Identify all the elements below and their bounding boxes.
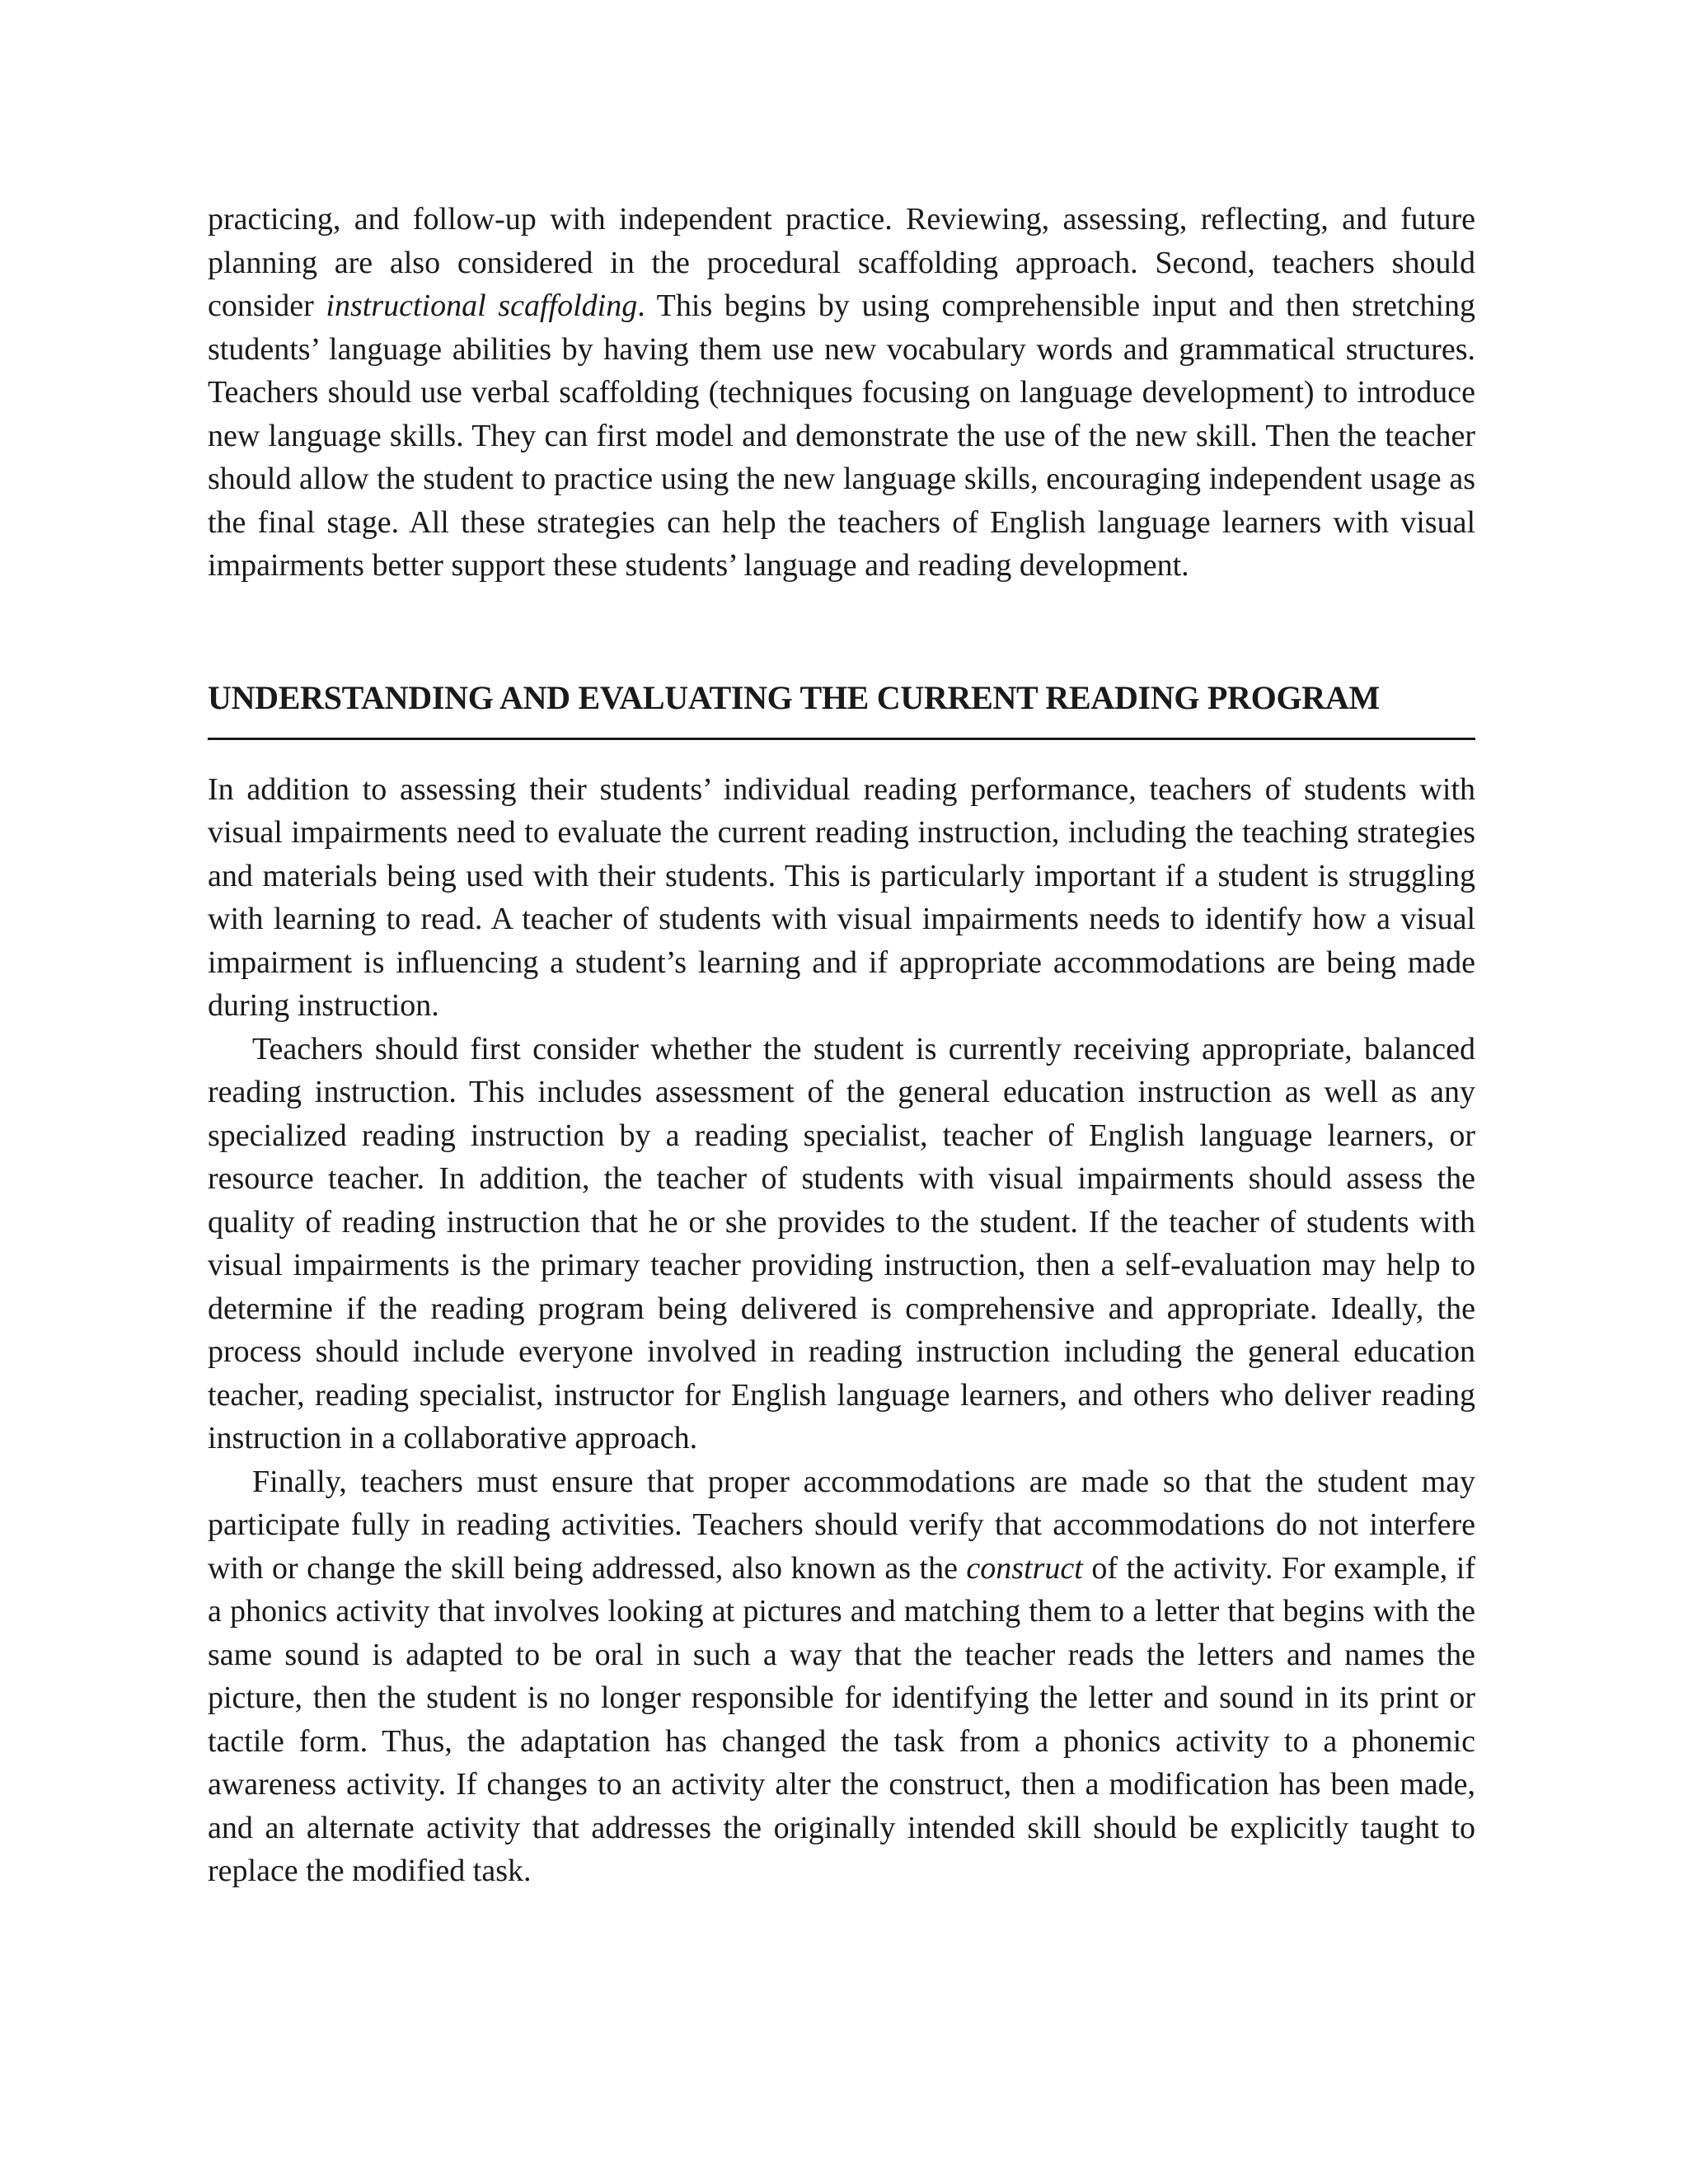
intro-paragraph	[208, 198, 1475, 588]
section-body	[208, 768, 1475, 1893]
intro-text-end: . This begins by using comprehensible input and then stretching students’ language abilities by having them use new vocabulary words and grammatical structures. Teachers should use verbal scaffolding (techniques focusing on language development) to introduce new language skills. They can first model and demonstrate the use of the new skill. Then the teacher should allow the student to practice using the new language skills, encouraging independent usage as the final stage. All these strategies can help the teachers of English language learners with visual impairments better support these students’ language and reading development.	[208, 288, 1475, 583]
document-page	[208, 198, 1475, 1893]
intro-emphasis: instructional scaffolding	[326, 288, 638, 323]
section-paragraph-1: In addition to assessing their students’ individual reading performance, teachers of students with visual impairments need to evaluate the current reading instruction, including the teaching strategies and materials being used with their students. This is particularly important if a student is struggling with learning to read. A teacher of students with visual impairments needs to identify how a visual impairment is influencing a student’s learning and if appropriate accommodations are being made during instruction.	[208, 771, 1475, 1023]
section-paragraph-2: Teachers should first consider whether the student is currently receiving appropriate, balanced reading instruction. This includes assessment of the general education instruction as well as any specialized reading instruction by a reading specialist, teacher of English language learners, or resource teacher. In addition, the teacher of students with visual impairments should assess the quality of reading instruction that he or she provides to the student. If the teacher of students with visual impairments is the primary teacher providing instruction, then a self-evaluation may help to determine if the reading program being delivered is comprehensive and appropriate. Ideally, the process should include everyone involved in reading instruction including the general education teacher, reading specialist, instructor for English language learners, and others who deliver reading instruction in a collaborative approach.	[208, 1031, 1475, 1455]
paragraph-3-text-end: of the activity. For example, if a phonics activity that involves looking at pictures and matching them to a letter that begins with the same sound is adapted to be oral in such a way that the teacher reads the letters and names the picture, then the student is no longer responsible for identifying the letter and sound in its print or tactile form. Thus, the adaptation has changed the task from a phonics activity to a phonemic awareness activity. If changes to an activity alter the construct, then a modification has been made, and an alternate activity that addresses the originally intended skill should be explicitly taught to replace the modified task.	[208, 1550, 1475, 1888]
intro-text-start: practicing, and follow-up with independent practice. Reviewing, assessing, reflecting, and future planning are also considered in the procedural scaffolding approach. Second, teachers should consider	[208, 202, 1475, 323]
heading-rule	[208, 738, 1475, 740]
section-paragraph-3	[208, 1460, 1475, 1893]
section-heading: UNDERSTANDING AND EVALUATING THE CURRENT READING PROGRAM	[208, 678, 1380, 716]
paragraph-3-emphasis: construct	[966, 1550, 1083, 1586]
paragraph-3-text-start: Finally, teachers must ensure that proper accommodations are made so that the student may participate fully in reading activities. Teachers should verify that accommodations do not interfere with or change the skill being addressed, also known as the	[208, 1464, 1475, 1586]
